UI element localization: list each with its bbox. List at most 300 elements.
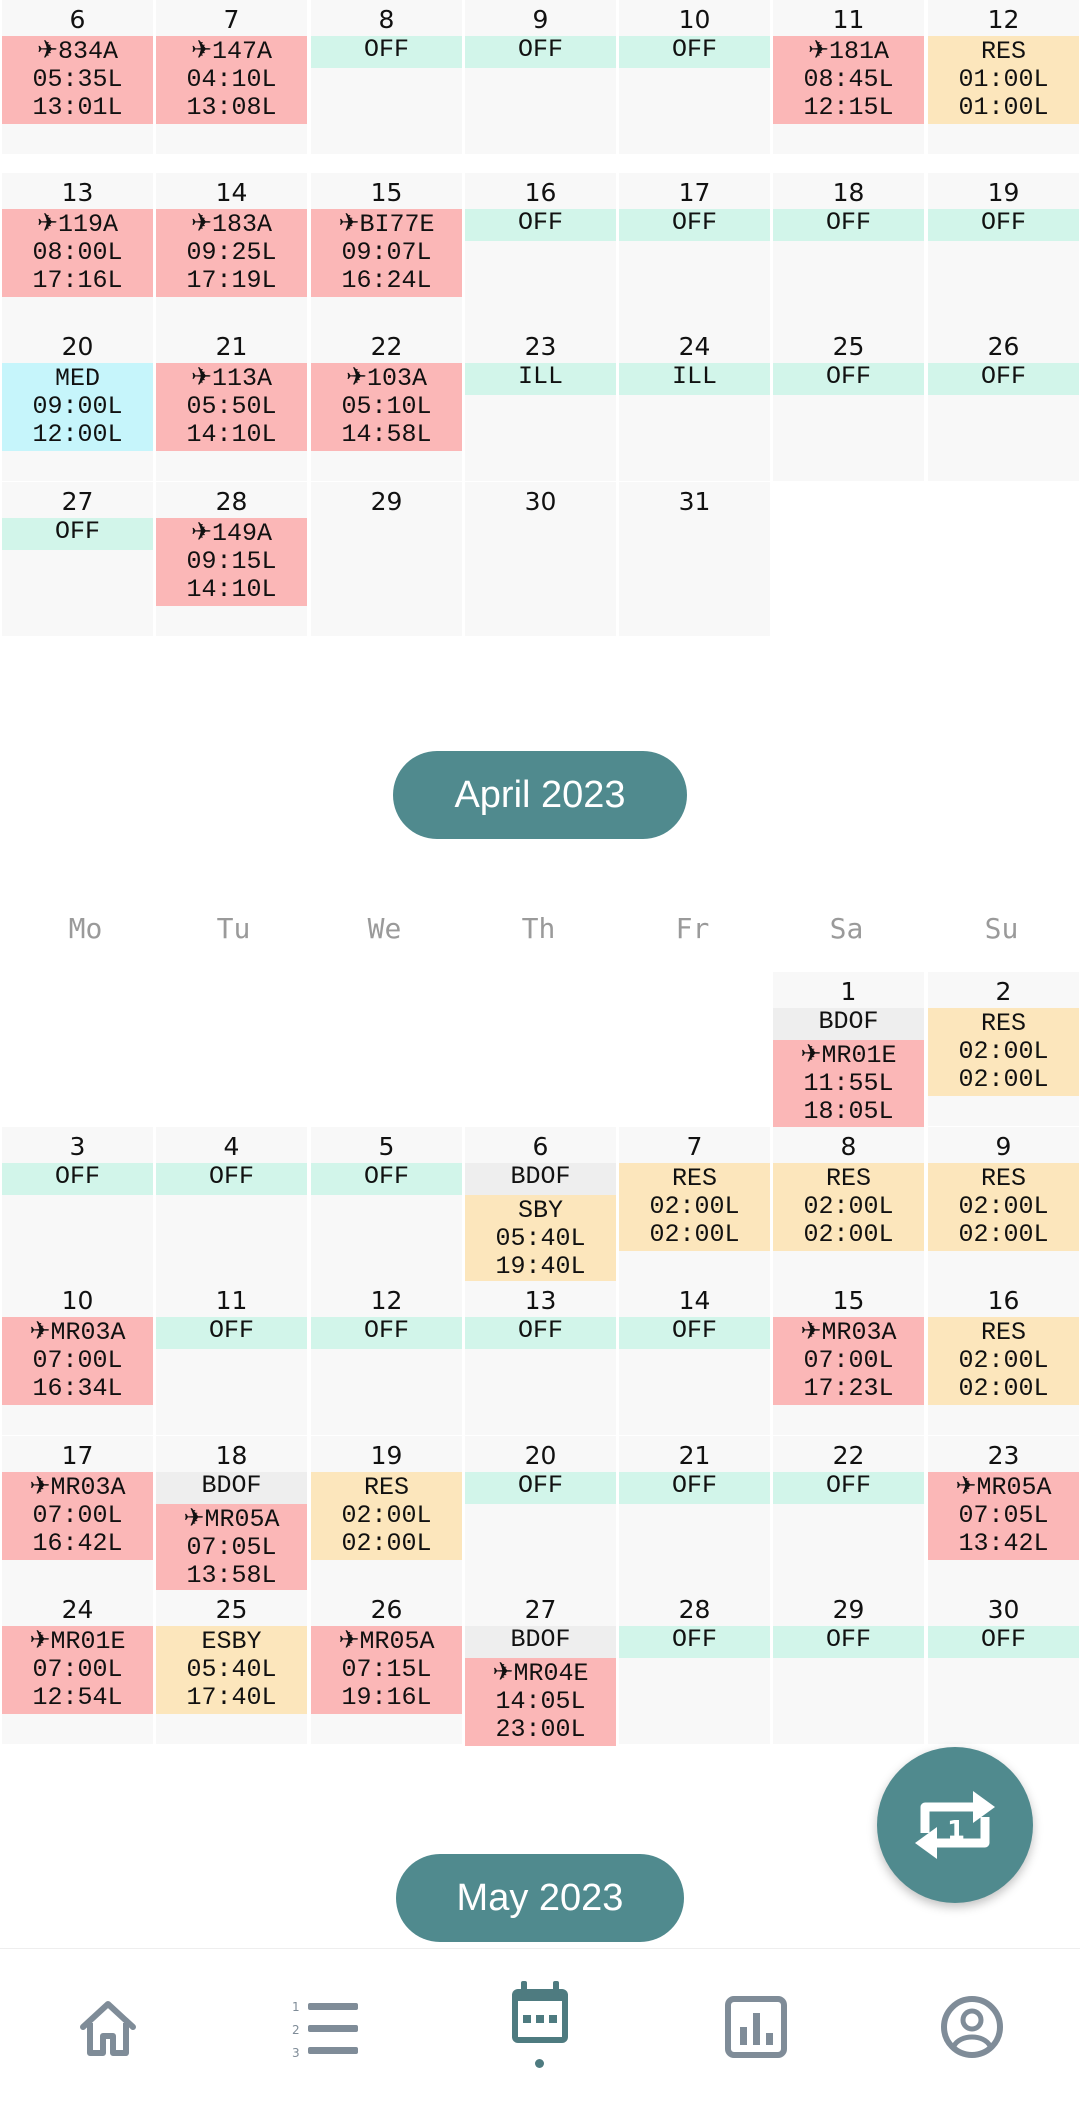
duty-line: 23:00L — [495, 1715, 586, 1744]
calendar-day-cell[interactable] — [465, 0, 616, 154]
day-number: 20 — [524, 1441, 557, 1470]
duty-line: ESBY — [201, 1627, 262, 1656]
day-number: 24 — [61, 1595, 94, 1624]
duty-line: OFF — [363, 1162, 409, 1191]
day-number: 3 — [69, 1132, 86, 1161]
duty-block-flight[interactable] — [773, 36, 924, 124]
duty-line: 02:00L — [958, 1374, 1049, 1403]
duty-block-off[interactable] — [465, 209, 616, 241]
day-number: 22 — [370, 332, 403, 361]
weekday-label: Fr — [675, 912, 710, 945]
duty-block-off[interactable] — [156, 1317, 307, 1349]
duty-line: RES — [671, 1164, 717, 1193]
calendar-day-cell[interactable] — [156, 173, 307, 327]
duty-block-off[interactable] — [2, 518, 153, 550]
day-number: 13 — [61, 178, 94, 207]
calendar-day-cell[interactable] — [619, 1281, 770, 1435]
duty-block-flight[interactable] — [311, 209, 462, 297]
calendar-day-cell[interactable] — [773, 0, 924, 154]
calendar-day-cell[interactable] — [928, 0, 1079, 154]
duty-block-flight[interactable] — [2, 209, 153, 297]
duty-line: 02:00L — [958, 1346, 1049, 1375]
duty-block-off[interactable] — [773, 363, 924, 395]
calendar-day-cell[interactable] — [2, 1281, 153, 1435]
day-number: 19 — [987, 178, 1020, 207]
duty-block-off[interactable] — [465, 1317, 616, 1349]
duty-line: BDOF — [510, 1625, 571, 1654]
calendar-day-cell[interactable] — [465, 1590, 616, 1744]
duty-block-flight[interactable] — [2, 1626, 153, 1714]
day-number: 12 — [370, 1286, 403, 1315]
duty-block-flight[interactable] — [773, 1040, 924, 1128]
duty-block-flight[interactable] — [311, 363, 462, 451]
day-number: 6 — [69, 5, 86, 34]
duty-line: 13:42L — [958, 1529, 1049, 1558]
calendar-day-cell[interactable] — [928, 972, 1079, 1126]
day-number: 7 — [686, 1132, 703, 1161]
duty-line: 09:15L — [186, 547, 277, 576]
duty-line: 13:01L — [32, 93, 123, 122]
duty-block-flight[interactable] — [156, 363, 307, 451]
nav-stats[interactable] — [718, 1989, 794, 2065]
duty-line: 02:00L — [958, 1220, 1049, 1249]
duty-block-med[interactable] — [2, 363, 153, 451]
calendar-day-cell[interactable] — [156, 327, 307, 481]
calendar-day-cell[interactable] — [619, 1436, 770, 1590]
duty-line: ✈119A — [37, 210, 118, 239]
duty-block-flight[interactable] — [156, 36, 307, 124]
weekday-label: Tu — [216, 912, 251, 945]
duty-line: ✈113A — [191, 364, 272, 393]
duty-block-flight[interactable] — [311, 1626, 462, 1714]
day-number: 27 — [524, 1595, 557, 1624]
duty-line: ✈103A — [346, 364, 427, 393]
duty-block-off[interactable] — [2, 1163, 153, 1195]
weekday-label: Mo — [68, 912, 103, 945]
calendar-week — [0, 1436, 1080, 1590]
day-number: 18 — [215, 1441, 248, 1470]
duty-block-off[interactable] — [773, 1472, 924, 1504]
duty-line: 09:25L — [186, 238, 277, 267]
duty-line: OFF — [980, 362, 1026, 391]
day-number: 25 — [832, 332, 865, 361]
duty-line: ✈MR05A — [955, 1473, 1052, 1502]
duty-line: 11:55L — [803, 1069, 894, 1098]
day-number: 26 — [370, 1595, 403, 1624]
duty-line: ILL — [517, 362, 563, 391]
duty-line: 19:16L — [341, 1683, 432, 1712]
duty-line: RES — [980, 1318, 1026, 1347]
duty-line: OFF — [980, 208, 1026, 237]
duty-block-bdof[interactable] — [465, 1163, 616, 1195]
duty-line: 07:00L — [803, 1346, 894, 1375]
duty-block-off[interactable] — [773, 209, 924, 241]
duty-block-off[interactable] — [619, 36, 770, 68]
repeat-one-icon — [877, 1747, 1033, 1903]
duty-line: OFF — [825, 208, 871, 237]
day-number: 8 — [378, 5, 395, 34]
duty-line: 07:15L — [341, 1655, 432, 1684]
weekday-label: Su — [984, 912, 1019, 945]
calendar-day-cell[interactable] — [156, 1281, 307, 1435]
duty-line: 04:10L — [186, 65, 277, 94]
nav-profile[interactable] — [934, 1989, 1010, 2065]
calendar-day-cell[interactable] — [311, 327, 462, 481]
duty-line: 19:40L — [495, 1252, 586, 1281]
day-number: 6 — [532, 1132, 549, 1161]
duty-block-off[interactable] — [156, 1163, 307, 1195]
duty-line: 02:00L — [958, 1065, 1049, 1094]
duty-line: 02:00L — [649, 1192, 740, 1221]
day-number: 31 — [678, 487, 711, 516]
duty-line: ✈MR05A — [183, 1505, 280, 1534]
duty-line: 14:58L — [341, 420, 432, 449]
duty-line: 07:00L — [32, 1346, 123, 1375]
bar-chart-icon — [718, 1989, 794, 2065]
duty-block-off[interactable] — [311, 36, 462, 68]
duty-block-flight[interactable] — [2, 1317, 153, 1405]
day-number: 17 — [678, 178, 711, 207]
duty-line: ✈834A — [37, 37, 118, 66]
calendar-day-cell[interactable] — [619, 173, 770, 327]
repeat-one-fab[interactable] — [877, 1747, 1033, 1903]
calendar-day-cell[interactable] — [2, 173, 153, 327]
duty-block-off[interactable] — [619, 209, 770, 241]
day-number: 15 — [370, 178, 403, 207]
calendar-day-cell[interactable] — [619, 0, 770, 154]
calendar-day-cell[interactable] — [156, 1590, 307, 1744]
calendar-day-cell[interactable] — [311, 1127, 462, 1281]
duty-block-res[interactable] — [928, 36, 1079, 124]
duty-block-off[interactable] — [928, 209, 1079, 241]
day-number: 27 — [61, 487, 94, 516]
duty-line: 12:15L — [803, 93, 894, 122]
duty-line: ✈MR01E — [29, 1627, 126, 1656]
calendar-day-cell[interactable] — [465, 173, 616, 327]
svg-text:3: 3 — [292, 2046, 300, 2060]
calendar-day-cell[interactable] — [773, 1127, 924, 1281]
weekday-label: Sa — [829, 912, 864, 945]
duty-line: OFF — [671, 1625, 717, 1654]
home-icon — [70, 1989, 146, 2065]
repeat-one-label: 1 — [946, 1816, 966, 1846]
duty-block-res[interactable] — [928, 1008, 1079, 1096]
calendar-day-cell[interactable] — [2, 482, 153, 636]
duty-block-bdof[interactable] — [773, 1008, 924, 1040]
calendar-day-cell[interactable] — [311, 1281, 462, 1435]
nav-home[interactable] — [70, 1989, 146, 2065]
duty-line: ✈149A — [191, 519, 272, 548]
duty-line: RES — [980, 1164, 1026, 1193]
calendar-week — [0, 327, 1080, 481]
duty-line: 05:40L — [495, 1224, 586, 1253]
duty-line: BDOF — [818, 1007, 879, 1036]
calendar-day-cell[interactable] — [2, 1127, 153, 1281]
calendar-day-cell[interactable] — [465, 1127, 616, 1281]
duty-line: 12:00L — [32, 420, 123, 449]
calendar-day-cell[interactable] — [773, 972, 924, 1126]
duty-block-res[interactable] — [311, 1472, 462, 1560]
calendar-day-cell[interactable] — [773, 1436, 924, 1590]
calendar-day-cell[interactable] — [928, 1127, 1079, 1281]
duty-line: OFF — [825, 1471, 871, 1500]
duty-line: ✈MR04E — [492, 1659, 589, 1688]
duty-block-flight[interactable] — [156, 209, 307, 297]
duty-block-flight[interactable] — [2, 36, 153, 124]
day-number: 19 — [370, 1441, 403, 1470]
duty-block-off[interactable] — [311, 1163, 462, 1195]
duty-block-ill[interactable] — [619, 363, 770, 395]
duty-line: 08:00L — [32, 238, 123, 267]
duty-line: 02:00L — [958, 1037, 1049, 1066]
calendar-day-cell[interactable] — [773, 1590, 924, 1744]
calendar-day-cell[interactable] — [619, 1590, 770, 1744]
duty-line: 07:00L — [32, 1501, 123, 1530]
duty-line: OFF — [671, 35, 717, 64]
duty-line: 07:05L — [186, 1533, 277, 1562]
duty-line: OFF — [825, 362, 871, 391]
duty-line: BDOF — [201, 1471, 262, 1500]
duty-line: 02:00L — [958, 1192, 1049, 1221]
duty-block-flight[interactable] — [465, 1658, 616, 1746]
day-number: 10 — [61, 1286, 94, 1315]
calendar-day-cell[interactable] — [928, 1590, 1079, 1744]
duty-block-res[interactable] — [465, 1195, 616, 1283]
duty-line: OFF — [208, 1316, 254, 1345]
calendar-day-cell[interactable] — [465, 1436, 616, 1590]
duty-line: 17:23L — [803, 1374, 894, 1403]
svg-text:1: 1 — [292, 2000, 300, 2014]
day-number: 5 — [378, 1132, 395, 1161]
calendar-day-cell[interactable] — [156, 1436, 307, 1590]
duty-line: 17:16L — [32, 266, 123, 295]
day-number: 30 — [524, 487, 557, 516]
calendar-day-cell[interactable] — [773, 327, 924, 481]
duty-line: OFF — [980, 1625, 1026, 1654]
duty-block-res[interactable] — [156, 1626, 307, 1714]
day-number: 2 — [995, 977, 1012, 1006]
calendar-day-cell[interactable] — [773, 1281, 924, 1435]
calendar-week — [0, 1127, 1080, 1281]
day-number: 9 — [995, 1132, 1012, 1161]
calendar-week — [0, 482, 1080, 636]
duty-line: 16:34L — [32, 1374, 123, 1403]
duty-line: 07:00L — [32, 1655, 123, 1684]
duty-block-flight[interactable] — [2, 1472, 153, 1560]
calendar-day-cell[interactable] — [311, 1436, 462, 1590]
duty-line: OFF — [363, 35, 409, 64]
duty-line: 05:35L — [32, 65, 123, 94]
calendar-week — [0, 0, 1080, 154]
duty-line: ✈BI77E — [338, 210, 435, 239]
duty-line: 02:00L — [803, 1192, 894, 1221]
calendar-day-cell[interactable] — [465, 482, 616, 636]
calendar-day-cell[interactable] — [619, 327, 770, 481]
duty-line: OFF — [54, 1162, 100, 1191]
day-number: 28 — [215, 487, 248, 516]
duty-line: OFF — [825, 1625, 871, 1654]
duty-block-res[interactable] — [928, 1163, 1079, 1251]
duty-line: RES — [363, 1473, 409, 1502]
duty-line: ✈147A — [191, 37, 272, 66]
duty-line: RES — [825, 1164, 871, 1193]
weekday-label: Th — [521, 912, 556, 945]
duty-line: 09:00L — [32, 392, 123, 421]
calendar-day-cell[interactable] — [156, 482, 307, 636]
day-number: 7 — [223, 5, 240, 34]
calendar-day-cell[interactable] — [465, 1281, 616, 1435]
duty-line: ✈MR05A — [338, 1627, 435, 1656]
day-number: 30 — [987, 1595, 1020, 1624]
day-number: 12 — [987, 5, 1020, 34]
duty-block-off[interactable] — [311, 1317, 462, 1349]
duty-line: SBY — [517, 1196, 563, 1225]
duty-line: 16:24L — [341, 266, 432, 295]
duty-line: OFF — [517, 1471, 563, 1500]
duty-line: OFF — [363, 1316, 409, 1345]
calendar-day-cell[interactable] — [156, 1127, 307, 1281]
calendar-day-cell[interactable] — [311, 482, 462, 636]
duty-line: 16:42L — [32, 1529, 123, 1558]
calendar-day-cell[interactable] — [619, 1127, 770, 1281]
duty-block-flight[interactable] — [156, 1504, 307, 1592]
calendar-day-cell[interactable] — [619, 482, 770, 636]
duty-line: 17:40L — [186, 1683, 277, 1712]
duty-line: 05:40L — [186, 1655, 277, 1684]
svg-text:2: 2 — [292, 2023, 300, 2037]
day-number: 15 — [832, 1286, 865, 1315]
duty-line: BDOF — [510, 1162, 571, 1191]
duty-line: 18:05L — [803, 1097, 894, 1126]
duty-line: 14:10L — [186, 575, 277, 604]
duty-block-off[interactable] — [619, 1317, 770, 1349]
duty-line: ✈183A — [191, 210, 272, 239]
duty-block-off[interactable] — [619, 1626, 770, 1658]
day-number: 11 — [832, 5, 865, 34]
duty-line: 02:00L — [803, 1220, 894, 1249]
day-number: 1 — [840, 977, 857, 1006]
calendar-day-cell[interactable] — [311, 1590, 462, 1744]
day-number: 16 — [987, 1286, 1020, 1315]
calendar-day-cell[interactable] — [2, 1436, 153, 1590]
duty-line: ✈MR03A — [29, 1318, 126, 1347]
duty-line: 02:00L — [341, 1529, 432, 1558]
day-number: 13 — [524, 1286, 557, 1315]
duty-block-res[interactable] — [928, 1317, 1079, 1405]
day-number: 16 — [524, 178, 557, 207]
duty-block-off[interactable] — [928, 363, 1079, 395]
duty-line: OFF — [671, 1471, 717, 1500]
duty-line: MED — [54, 364, 100, 393]
day-number: 22 — [832, 1441, 865, 1470]
duty-line: 13:08L — [186, 93, 277, 122]
duty-line: 02:00L — [649, 1220, 740, 1249]
duty-block-flight[interactable] — [928, 1472, 1079, 1560]
calendar-day-cell[interactable] — [2, 327, 153, 481]
calendar-day-cell[interactable] — [928, 327, 1079, 481]
duty-line: ✈181A — [808, 37, 889, 66]
nav-calendar[interactable] — [502, 1975, 578, 2051]
duty-block-off[interactable] — [465, 36, 616, 68]
day-number: 17 — [61, 1441, 94, 1470]
day-number: 23 — [524, 332, 557, 361]
duty-block-ill[interactable] — [465, 363, 616, 395]
duty-line: OFF — [517, 1316, 563, 1345]
calendar-day-cell[interactable] — [928, 1281, 1079, 1435]
day-number: 18 — [832, 178, 865, 207]
duty-block-off[interactable] — [619, 1472, 770, 1504]
day-number: 20 — [61, 332, 94, 361]
duty-line: 09:07L — [341, 238, 432, 267]
day-number: 29 — [370, 487, 403, 516]
duty-block-bdof[interactable] — [465, 1626, 616, 1658]
day-number: 9 — [532, 5, 549, 34]
duty-block-off[interactable] — [928, 1626, 1079, 1658]
calendar-day-cell[interactable] — [311, 0, 462, 154]
duty-block-flight[interactable] — [773, 1317, 924, 1405]
day-number: 10 — [678, 5, 711, 34]
day-number: 25 — [215, 1595, 248, 1624]
nav-list[interactable] — [286, 1989, 362, 2065]
duty-line: RES — [980, 1009, 1026, 1038]
calendar-day-cell[interactable] — [311, 173, 462, 327]
duty-block-off[interactable] — [773, 1626, 924, 1658]
duty-line: 05:50L — [186, 392, 277, 421]
duty-line: 01:00L — [958, 65, 1049, 94]
calendar-week — [0, 1281, 1080, 1435]
duty-line: 17:19L — [186, 266, 277, 295]
duty-line: OFF — [517, 208, 563, 237]
calendar-day-cell[interactable] — [2, 0, 153, 154]
calendar-day-cell[interactable] — [928, 1436, 1079, 1590]
day-number: 4 — [223, 1132, 240, 1161]
duty-line: 12:54L — [32, 1683, 123, 1712]
duty-line: 08:45L — [803, 65, 894, 94]
calendar-day-cell[interactable] — [2, 1590, 153, 1744]
calendar-day-cell[interactable] — [465, 327, 616, 481]
day-number: 26 — [987, 332, 1020, 361]
duty-line: ✈MR01E — [800, 1041, 897, 1070]
month-header-may[interactable]: May 2023 — [396, 1854, 684, 1942]
month-header-april[interactable]: April 2023 — [393, 751, 687, 839]
day-number: 28 — [678, 1595, 711, 1624]
duty-block-flight[interactable] — [156, 518, 307, 606]
duty-block-res[interactable] — [619, 1163, 770, 1251]
duty-line: 14:10L — [186, 420, 277, 449]
duty-block-off[interactable] — [465, 1472, 616, 1504]
calendar-day-cell[interactable] — [928, 173, 1079, 327]
day-number: 14 — [678, 1286, 711, 1315]
calendar-week — [0, 173, 1080, 327]
calendar-week — [0, 972, 1080, 1126]
weekday-label: We — [367, 912, 402, 945]
day-number: 11 — [215, 1286, 248, 1315]
duty-block-res[interactable] — [773, 1163, 924, 1251]
calendar-week — [0, 1590, 1080, 1744]
calendar-day-cell[interactable] — [773, 173, 924, 327]
duty-line: OFF — [517, 35, 563, 64]
duty-line: 05:10L — [341, 392, 432, 421]
calendar-icon — [502, 1975, 578, 2051]
calendar-day-cell[interactable] — [156, 0, 307, 154]
day-number: 23 — [987, 1441, 1020, 1470]
duty-line: 01:00L — [958, 93, 1049, 122]
day-number: 29 — [832, 1595, 865, 1624]
day-number: 24 — [678, 332, 711, 361]
duty-line: RES — [980, 37, 1026, 66]
duty-block-bdof[interactable] — [156, 1472, 307, 1504]
duty-line: ✈MR03A — [29, 1473, 126, 1502]
